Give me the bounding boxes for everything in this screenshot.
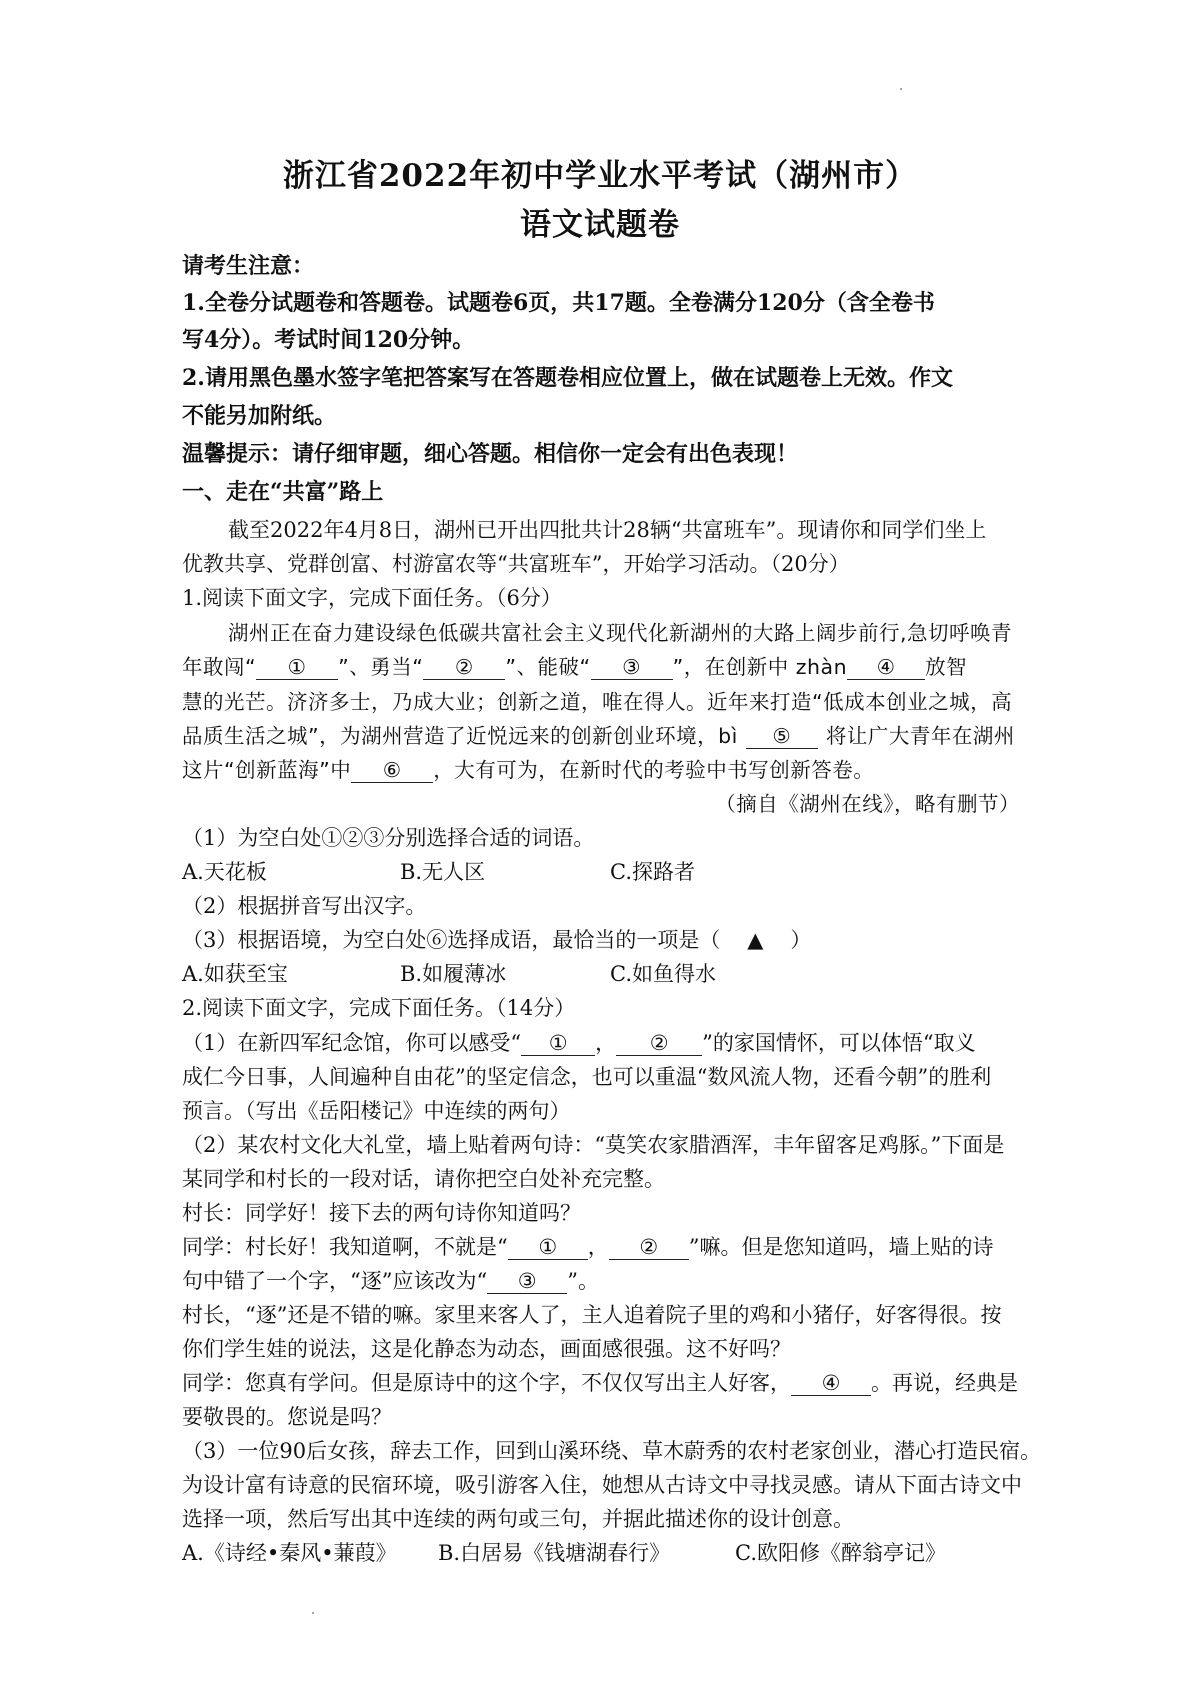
q1-passage-line4: 品质生活之城”，为湖州营造了近悦远来的创新创业环境，bì ⑤ 将让广大青年在湖州: [182, 724, 1015, 748]
q2-p2-line1: （2）某农村文化大礼堂，墙上贴着两句诗：“莫笑农家腊酒浑，丰年留客足鸡豚。”下面是: [182, 1133, 1005, 1157]
q2-p2-blank-2[interactable]: ②: [609, 1235, 689, 1260]
section-intro-line1: 截至2022年4月8日，湖州已开出四批共计28辆“共富班车”。现请你和同学们坐上: [228, 518, 987, 542]
q2-p2-line7: 你们学生娃的说法，这是化静态为动态，画面感很强。这不好吗？: [182, 1337, 791, 1361]
answer-blank-3[interactable]: ③: [591, 655, 673, 680]
q2-p3-line2: 为设计富有诗意的民宿环境，吸引游客入住，她想从古诗文中寻找灵感。请从下面古诗文中: [182, 1473, 1022, 1497]
q2-p2-line8: 同学：您真有学问。但是原诗中的这个字，不仅仅写出主人好客， ④ 。再说，经典是: [182, 1371, 1018, 1395]
q1-stem: 1.阅读下面文字，完成下面任务。（6分）: [182, 586, 562, 610]
q1-sub3-option-a: A.如获至宝: [182, 962, 288, 986]
q2-p2-blank-4[interactable]: ④: [791, 1371, 871, 1396]
q2-p3-option-c: C.欧阳修《醉翁亭记》: [735, 1541, 946, 1565]
scan-speck: [900, 88, 902, 90]
q2-p3-line3: 选择一项，然后写出其中连续的两句或三句，并据此描述你的设计创意。: [182, 1507, 854, 1531]
exam-subtitle: 语文试题卷: [520, 207, 680, 243]
q2-p2-line2: 某同学和村长的一段对话，请你把空白处补充完整。: [182, 1167, 665, 1191]
q2-p3-line1: （3）一位90后女孩，辞去工作，回到山溪环绕、草木蔚秀的农村老家创业，潜心打造民宿。: [182, 1439, 1042, 1463]
q1-sub1-option-b: B.无人区: [400, 860, 486, 884]
notice-heading: 请考生注意：: [182, 253, 315, 279]
notice-item1-line2: 写4分）。考试时间120分钟。: [182, 327, 475, 353]
q2-p2-line5: 句中错了一个字，“逐”应该改为“ ③ ”。: [182, 1269, 599, 1293]
q1-sub1: （1）为空白处①②③分别选择合适的词语。: [182, 826, 595, 850]
answer-blank-2[interactable]: ②: [423, 655, 505, 680]
q1-sub1-option-c: C.探路者: [610, 860, 695, 884]
q1-sub3-option-b: B.如履薄冰: [400, 962, 507, 986]
notice-item2-line2: 不能另加附纸。: [182, 403, 337, 429]
q1-passage-line1: 湖州正在奋力建设绿色低碳共富社会主义现代化新湖州的大路上阔步前行,急切呼唤青: [228, 621, 1013, 645]
q1-sub2: （2）根据拼音写出汉字。: [182, 894, 427, 918]
answer-triangle-mark: ▲: [747, 928, 764, 952]
q2-p2-line4: 同学：村长好！我知道啊，不就是“ ① ， ② ”嘛。但是您知道吗，墙上贴的诗: [182, 1235, 994, 1259]
q1-passage-line5: 这片“创新蓝海”中 ⑥ ，大有可为，在新时代的考验中书写创新答卷。: [182, 758, 875, 782]
q2-p2-blank-3[interactable]: ③: [487, 1269, 567, 1294]
q2-p1-line3: 预言。（写出《岳阳楼记》中连续的两句）: [182, 1099, 571, 1123]
q1-sub1-option-a: A.天花板: [182, 860, 267, 884]
notice-item1-line1: 1.全卷分试题卷和答题卷。试题卷6页，共17题。全卷满分120分（含全卷书: [182, 290, 935, 316]
q1-passage-line2: 年敢闯“ ① ”、勇当“ ② ”、能破“ ③ ”，在创新中 zhàn ④ 放智: [182, 655, 968, 679]
q2-p1-blank-2[interactable]: ②: [616, 1031, 702, 1056]
scan-speck: [312, 1612, 314, 1614]
q1-passage-line3: 慧的光芒。济济多士，乃成大业；创新之道，唯在得人。近年来打造“低成本创业之城，高: [182, 690, 1013, 714]
q2-p1-blank-1[interactable]: ①: [521, 1031, 595, 1056]
q2-p2-line9: 要敬畏的。您说是吗？: [182, 1405, 392, 1429]
q2-p1-line2: 成仁今日事，人间遍种自由花”的坚定信念，也可以重温“数风流人物，还看今朝”的胜利: [182, 1065, 992, 1089]
q2-p2-line3: 村长：同学好！接下去的两句诗你知道吗？: [182, 1201, 581, 1225]
q2-p3-option-a: A.《诗经•秦风•蒹葭》: [182, 1541, 397, 1565]
q1-sub3: （3）根据语境，为空白处⑥选择成语，最恰当的一项是（ ▲ ）: [182, 928, 812, 952]
q2-stem: 2.阅读下面文字，完成下面任务。（14分）: [182, 996, 576, 1020]
answer-blank-6[interactable]: ⑥: [351, 758, 433, 783]
answer-blank-5[interactable]: ⑤: [746, 724, 818, 749]
q2-p2-line6: 村长，“逐”还是不错的嘛。家里来客人了，主人追着院子里的鸡和小猪仔，好客得很。按: [182, 1303, 1002, 1327]
notice-item2-line1: 2.请用黑色墨水签字笔把答案写在答题卷相应位置上，做在试题卷上无效。作文: [182, 365, 953, 391]
q2-p3-option-b: B.白居易《钱塘湖春行》: [438, 1541, 671, 1565]
section-intro-line2: 优教共享、党群创富、村游富农等“共富班车”，开始学习活动。（20分）: [182, 552, 850, 576]
answer-blank-4[interactable]: ④: [847, 655, 925, 680]
notice-tip: 温馨提示：请仔细审题，细心答题。相信你一定会有出色表现！: [182, 441, 799, 467]
exam-title: 浙江省2022年初中学业水平考试（湖州市）: [282, 158, 918, 194]
q2-p1-line1: （1）在新四军纪念馆，你可以感受“ ① ， ② ”的家国情怀，可以体悟“取义: [182, 1031, 976, 1055]
answer-blank-1[interactable]: ①: [256, 655, 338, 680]
section-heading: 一、走在“共富”路上: [182, 479, 384, 505]
q2-p2-blank-1[interactable]: ①: [508, 1235, 588, 1260]
q1-sub3-option-c: C.如鱼得水: [610, 962, 716, 986]
q1-source: （摘自《湖州在线》，略有删节）: [715, 792, 1020, 816]
